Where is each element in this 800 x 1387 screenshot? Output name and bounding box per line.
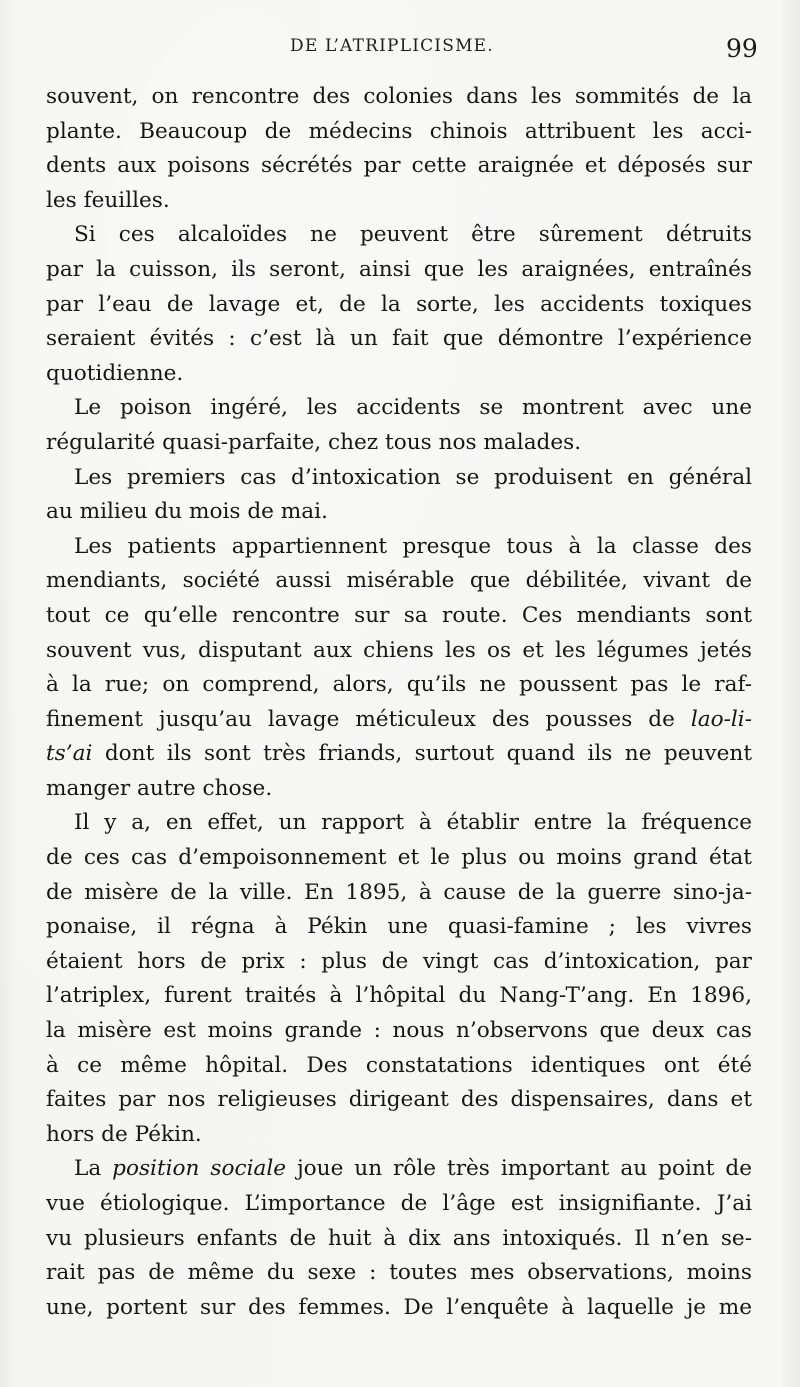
- text-span: l’atriplex, furent traités à l’hôpital du Nang-T’ang. En 1896,: [46, 983, 752, 1009]
- text-line: [46, 876, 752, 911]
- text-span: Il y a, en effet, un rapport à établir entre la fréquence: [74, 810, 752, 836]
- text-span: Si ces alcaloïdes ne peuvent être sûrement détruits: [74, 222, 752, 248]
- text-span: joue un rôle très important au point de: [286, 1156, 752, 1182]
- text-span: une, portent sur des femmes. De l’enquête à laquelle je me: [46, 1294, 752, 1320]
- text-span: tout ce qu’elle rencontre sur sa route. Ces mendiants sont: [46, 602, 752, 628]
- text-span: vu plusieurs enfants de huit à dix ans intoxiqués. Il n’en se-: [46, 1225, 752, 1251]
- text-span: par l’eau de lavage et, de la sorte, les accidents toxiques: [46, 291, 752, 317]
- text-line: [46, 1291, 752, 1326]
- text-line: [46, 1187, 752, 1222]
- text-line: [46, 391, 752, 426]
- text-span: au milieu du mois de mai.: [46, 499, 328, 525]
- text-line: [46, 668, 752, 703]
- text-line: [46, 322, 752, 357]
- text-span: dents aux poisons sécrétés par cette araignée et déposés sur: [46, 153, 752, 179]
- italic-text: position sociale: [112, 1156, 287, 1182]
- text-span: mendiants, société aussi misérable que débilitée, vivant de: [46, 568, 752, 594]
- text-span: les feuilles.: [46, 187, 170, 213]
- text-span: étaient hors de prix : plus de vingt cas d’intoxication, par: [46, 948, 752, 974]
- text-line: [46, 495, 752, 530]
- text-line: [46, 772, 752, 807]
- text-line: [46, 703, 752, 738]
- text-line: [46, 1049, 752, 1084]
- text-line: [46, 461, 752, 496]
- text-span: seraient évités : c’est là un fait que démontre l’expérience: [46, 326, 752, 352]
- text-line: [46, 1256, 752, 1291]
- text-line: [46, 530, 752, 565]
- text-span: à la rue; on comprend, alors, qu’ils ne poussent pas le raf-: [46, 672, 752, 698]
- text-span: ponaise, il régna à Pékin une quasi-famine ; les vivres: [46, 914, 752, 940]
- text-line: [46, 1118, 752, 1153]
- text-span: hors de Pékin.: [46, 1121, 202, 1147]
- text-line: [46, 184, 752, 219]
- text-span: de ces cas d’empoisonnement et le plus ou moins grand état: [46, 845, 752, 871]
- running-title: DE L’ATRIPLICISME.: [290, 36, 494, 56]
- text-line: [46, 1083, 752, 1118]
- text-span: quotidienne.: [46, 360, 184, 386]
- text-span: plante. Beaucoup de médecins chinois attribuent les acci-: [46, 118, 752, 144]
- text-span: à ce même hôpital. Des constatations identiques ont été: [46, 1052, 752, 1078]
- text-line: [46, 80, 752, 115]
- text-line: [46, 1222, 752, 1257]
- text-span: la misère est moins grande : nous n’observons que deux cas: [46, 1018, 752, 1044]
- text-span: La: [74, 1156, 113, 1182]
- text-line: [46, 357, 752, 392]
- text-line: [46, 806, 752, 841]
- text-line: [46, 288, 752, 323]
- text-span: finement jusqu’au lavage méticuleux des pousses de: [46, 706, 675, 732]
- text-line: [46, 149, 752, 184]
- text-span: Le poison ingéré, les accidents se montrent avec une: [74, 395, 752, 421]
- text-line: [46, 634, 752, 669]
- italic-text: ts’ai: [46, 741, 93, 767]
- text-line: [46, 945, 752, 980]
- text-line: [46, 737, 752, 772]
- text-line: [46, 115, 752, 150]
- text-span: Les premiers cas d’intoxication se produisent en général: [74, 464, 752, 490]
- text-span: manger autre chose.: [46, 775, 273, 801]
- text-line: [46, 599, 752, 634]
- page-header: [0, 30, 800, 70]
- text-span: régularité quasi-parfaite, chez tous nos malades.: [46, 429, 582, 455]
- text-line: [46, 218, 752, 253]
- text-line: [46, 564, 752, 599]
- text-span: faites par nos religieuses dirigeant des dispensaires, dans et: [46, 1087, 752, 1113]
- italic-text: lao-li-: [690, 706, 752, 732]
- text-line: [46, 841, 752, 876]
- text-line: [46, 910, 752, 945]
- text-span: Les patients appartiennent presque tous à la classe des: [74, 533, 752, 559]
- text-span: vue étiologique. L’importance de l’âge est insignifiante. J’ai: [46, 1191, 752, 1216]
- text-line: [46, 979, 752, 1014]
- text-span: rait pas de même du sexe : toutes mes observations, moins: [46, 1260, 752, 1286]
- text-span: dont ils sont très friands, surtout quand ils ne peuvent: [92, 741, 752, 767]
- body-text: [46, 80, 752, 1325]
- text-line: [46, 253, 752, 288]
- page-number: 99: [726, 34, 758, 63]
- text-line: [46, 426, 752, 461]
- text-line: [46, 1014, 752, 1049]
- text-line: [46, 1152, 752, 1187]
- text-span: souvent, on rencontre des colonies dans les sommités de la: [46, 84, 752, 109]
- text-span: souvent vus, disputant aux chiens les os et les légumes jetés: [46, 637, 752, 663]
- text-span: de misère de la ville. En 1895, à cause de la guerre sino-ja-: [46, 879, 752, 905]
- text-span: par la cuisson, ils seront, ainsi que les araignées, entraînés: [46, 256, 752, 282]
